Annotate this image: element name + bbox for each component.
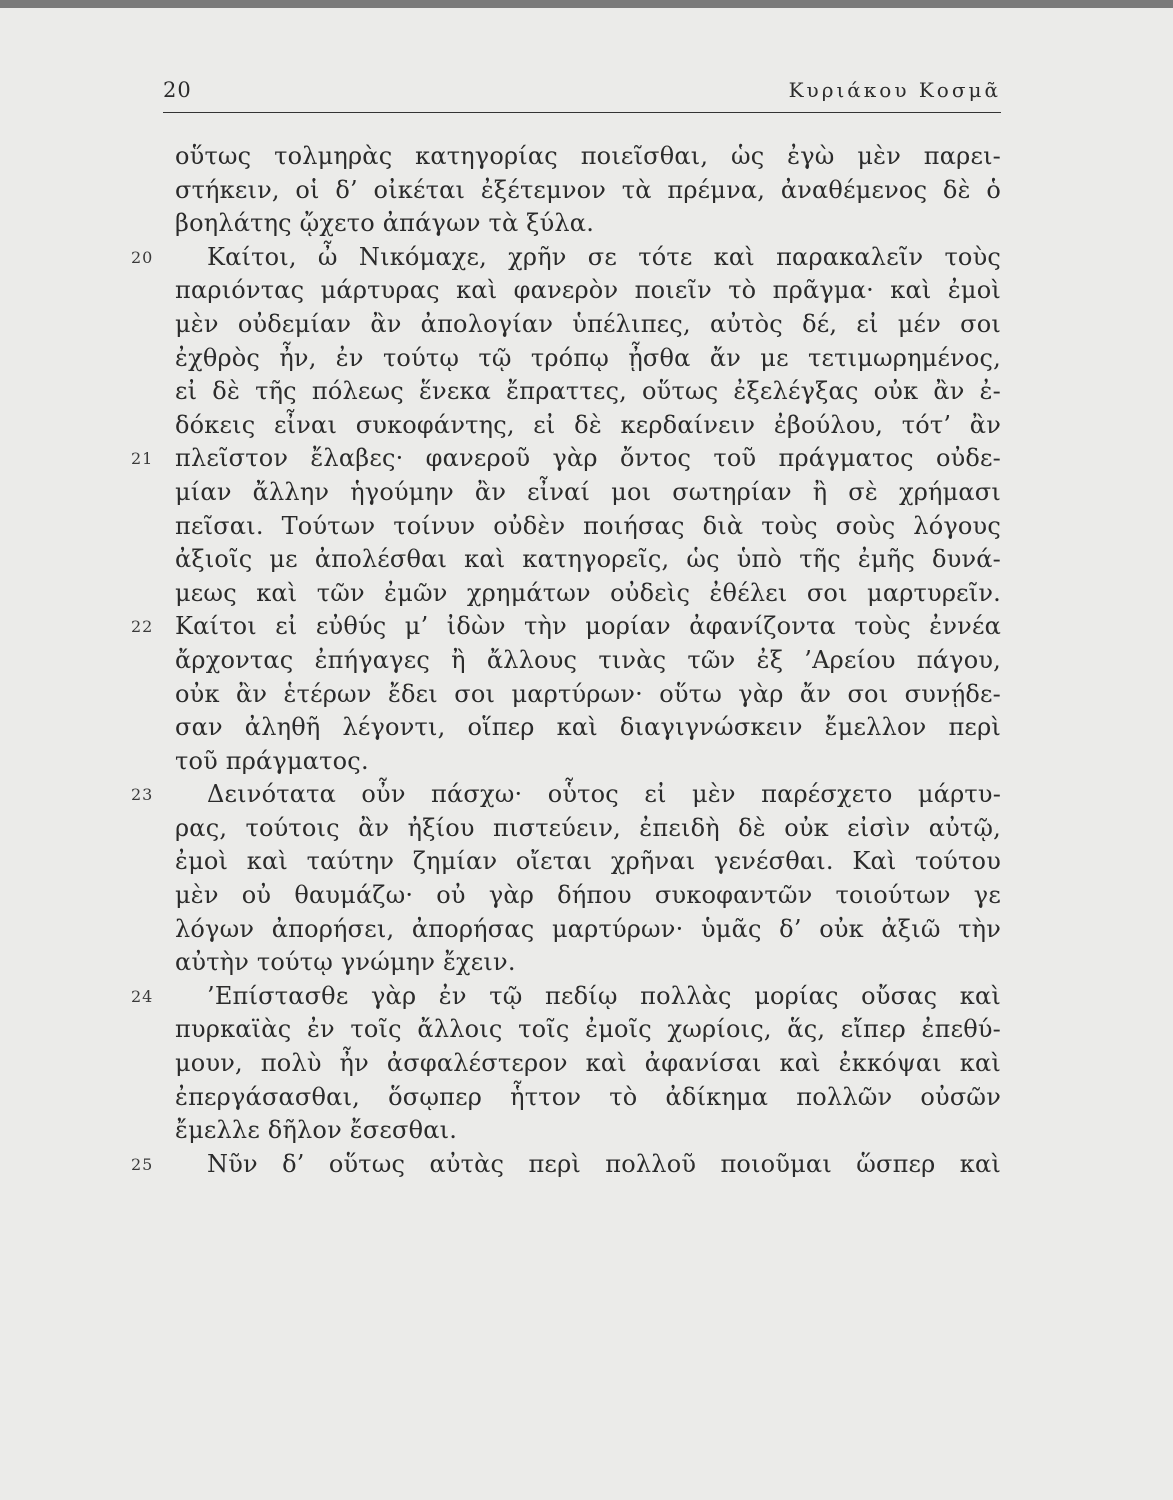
header-rule bbox=[163, 112, 1001, 113]
section-number: 20 bbox=[131, 247, 154, 267]
text-line: 24 ’Επίστασθε γὰρ ἐν τῷ πεδίῳ πολλὰς μορίας οὔσας καὶ bbox=[175, 980, 1001, 1014]
section-number: 25 bbox=[131, 1154, 154, 1174]
page-header bbox=[163, 78, 1001, 112]
text-line: αὐτὴν τούτῳ γνώμην ἔχειν. bbox=[175, 948, 516, 977]
text-line: ἄρχοντας ἐπήγαγες ἢ ἄλλους τινὰς τῶν ἐξ ’Αρείου πάγου, bbox=[175, 645, 1001, 674]
section-number: 21 bbox=[131, 449, 154, 469]
section-number: 22 bbox=[131, 617, 154, 637]
text-line: 20 Καίτοι, ὦ Νικόμαχε, χρῆν σε τότε καὶ παρακαλεῖν τοὺς bbox=[175, 241, 1001, 275]
text-line: εἰ δὲ τῆς πόλεως ἕνεκα ἔπραττες, οὕτως ἐξελέγξας οὐκ ἂν ἐ- bbox=[175, 377, 1001, 406]
text-line: βοηλάτης ᾤχετο ἀπάγων τὰ ξύλα. bbox=[175, 209, 595, 238]
text-line: δόκεις εἶναι συκοφάντης, εἰ δὲ κερδαίνειν ἐβούλου, τότ’ ἂν bbox=[175, 410, 1001, 439]
text-line: ἐμοὶ καὶ ταύτην ζημίαν οἴεται χρῆναι γενέσθαι. Καὶ τούτου bbox=[175, 847, 1001, 876]
text-line: 25 Νῦν δ’ οὕτως αὐτὰς περὶ πολλοῦ ποιοῦμαι ὥσπερ καὶ bbox=[175, 1148, 1001, 1182]
section-number: 24 bbox=[131, 986, 154, 1006]
text-line: μὲν οὐ θαυμάζω· οὐ γὰρ δήπου συκοφαντῶν τοιούτων γε bbox=[175, 881, 1001, 910]
body-text bbox=[131, 140, 1001, 1181]
page-number: 20 bbox=[163, 78, 192, 102]
section-number: 23 bbox=[131, 785, 154, 805]
text-line: ἐχθρὸς ἦν, ἐν τούτῳ τῷ τρόπῳ ᾖσθα ἄν με τετιμωρημένος, bbox=[175, 343, 1001, 372]
text-line: μεως καὶ τῶν ἐμῶν χρημάτων οὐδεὶς ἐθέλει σοι μαρτυρεῖν. bbox=[175, 578, 1001, 607]
text-line: μίαν ἄλλην ἡγούμην ἂν εἶναί μοι σωτηρίαν ἢ σὲ χρήμασι bbox=[175, 477, 1001, 506]
text-line: 23 Δεινότατα οὖν πάσχω· οὗτος εἰ μὲν παρέσχετο μάρτυ- bbox=[175, 778, 1001, 812]
text-line: 22 Καίτοι εἰ εὐθύς μ’ ἰδὼν τὴν μορίαν ἀφανίζοντα τοὺς ἐννέα bbox=[175, 610, 1001, 644]
text-line: πυρκαϊὰς ἐν τοῖς ἄλλοις τοῖς ἐμοῖς χωρίοις, ἅς, εἴπερ ἐπεθύ- bbox=[175, 1015, 1001, 1044]
text-line: λόγων ἀπορήσει, ἀπορήσας μαρτύρων· ὑμᾶς δ’ οὐκ ἀξιῶ τὴν bbox=[175, 914, 1001, 943]
text-line: οὕτως τολμηρὰς κατηγορίας ποιεῖσθαι, ὡς ἐγὼ μὲν παρει- bbox=[175, 142, 1001, 170]
text-line: ἔμελλε δῆλον ἔσεσθαι. bbox=[175, 1116, 458, 1145]
text-line: 21 πλεῖστον ἔλαβες· φανεροῦ γὰρ ὄντος τοῦ πράγματος οὐδε- bbox=[175, 442, 1001, 476]
running-head: Κυριάκου Κοσμᾶ bbox=[788, 78, 1001, 102]
text-line: μὲν οὐδεμίαν ἂν ἀπολογίαν ὑπέλιπες, αὐτὸς δέ, εἰ μέν σοι bbox=[175, 309, 1001, 338]
text-line: οὐκ ἂν ἑτέρων ἔδει σοι μαρτύρων· οὕτω γὰρ ἄν σοι συνῄδε- bbox=[175, 679, 1001, 708]
text-line: ἀξιοῖς με ἀπολέσθαι καὶ κατηγορεῖς, ὡς ὑπὸ τῆς ἐμῆς δυνά- bbox=[175, 545, 1001, 574]
text-line: τοῦ πράγματος. bbox=[175, 746, 369, 775]
text-line: μουν, πολὺ ἦν ἀσφαλέστερον καὶ ἀφανίσαι καὶ ἐκκόψαι καὶ bbox=[175, 1049, 1001, 1078]
text-line: ρας, τούτοις ἂν ἠξίου πιστεύειν, ἐπειδὴ δὲ οὐκ εἰσὶν αὐτῷ, bbox=[175, 813, 1001, 842]
text-line: σαν ἀληθῆ λέγοντι, οἵπερ καὶ διαγιγνώσκειν ἔμελλον περὶ bbox=[175, 713, 1001, 742]
text-line: ἐπεργάσασθαι, ὅσῳπερ ἧττον τὸ ἀδίκημα πολλῶν οὐσῶν bbox=[175, 1082, 1001, 1111]
text-line: πεῖσαι. Τούτων τοίνυν οὐδὲν ποιήσας διὰ τοὺς σοὺς λόγους bbox=[175, 511, 1001, 540]
text-line: στήκειν, οἱ δ’ οἰκέται ἐξέτεμνον τὰ πρέμνα, ἀναθέμενος δὲ ὁ bbox=[175, 175, 1001, 204]
text-line: παριόντας μάρτυρας καὶ φανερὸν ποιεῖν τὸ πρᾶγμα· καὶ ἐμοὶ bbox=[175, 276, 1001, 305]
